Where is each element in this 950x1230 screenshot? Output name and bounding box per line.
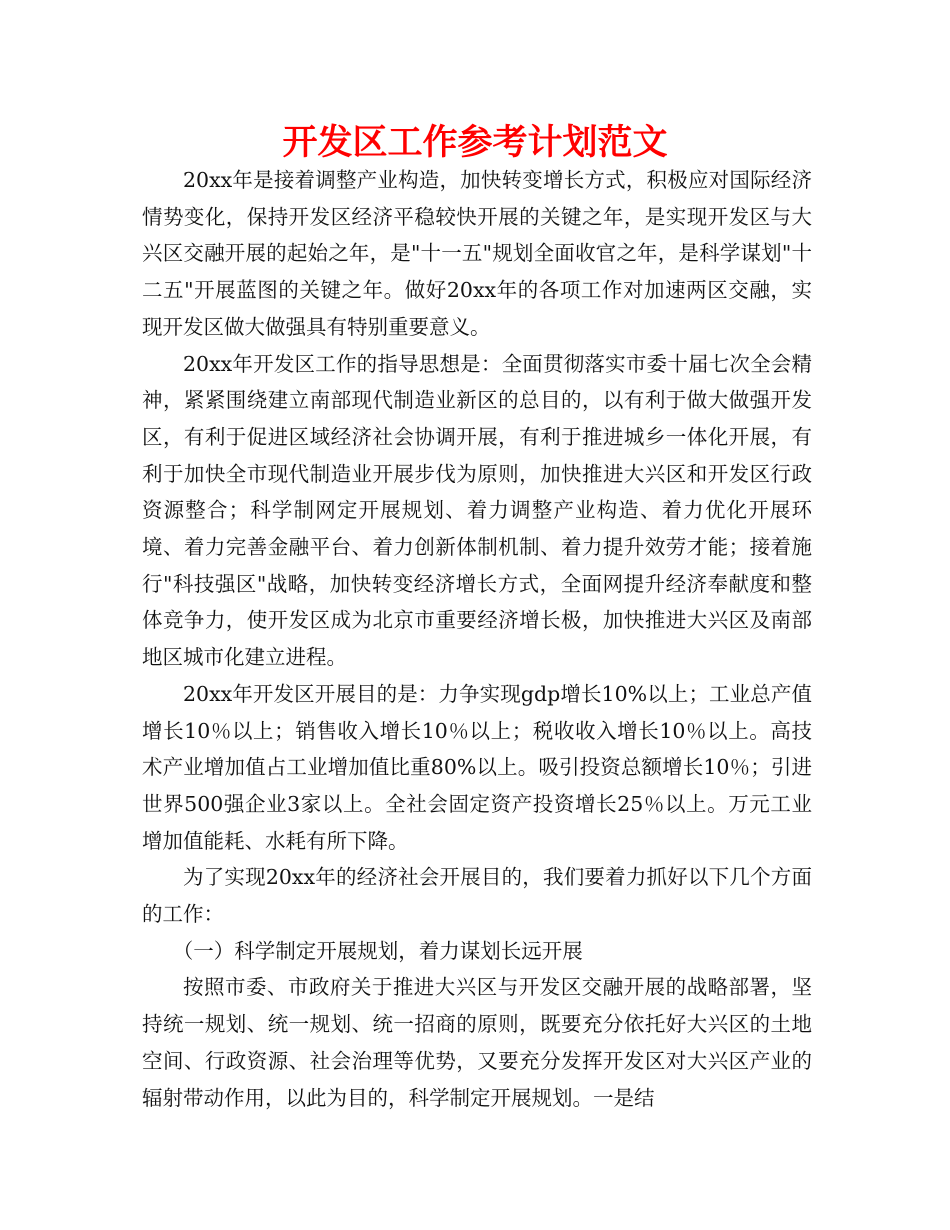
document-title: 开发区工作参考计划范文 [282,123,668,163]
paragraph-3: 20xx年开发区开展目的是：力争实现gdp增长10%以上；工业总产值增长10％以上；销售收入增长10％以上；税收收入增长10％以上。高技术产业增加值占工业增加值比重80%以上。吸引投资总额增长10％；引进世界500强企业3家以上。全社会固定资产投资增长25％以上。万元工业增加值能耗、水耗有所下降。 [142,681,812,853]
document-body [142,162,812,1116]
section-heading-1: （一）科学制定开展规划，着力谋划长远开展 [172,938,583,963]
paragraph-2: 20xx年开发区工作的指导思想是：全面贯彻落实市委十届七次全会精神，紧紧围绕建立南部现代制造业新区的总目的，以有利于做大做强开发区，有利于促进区域经济社会协调开展，有利于推进城乡一体化开展，有利于加快全市现代制造业开展步伐为原则，加快推进大兴区和开发区行政资源整合；科学制网定开展规划、着力调整产业构造、着力优化开展环境、着力完善金融平台、着力创新体制机制、着力提升效劳才能；接着施行"科技强区"战略，加快转变经济增长方式，全面网提升经济奉献度和整体竞争力，使开发区成为北京市重要经济增长极，加快推进大兴区及南部地区城市化建立进程。 [142,351,812,670]
paragraph-1: 20xx年是接着调整产业构造，加快转变增长方式，积极应对国际经济情势变化，保持开发区经济平稳较快开展的关键之年，是实现开发区与大兴区交融开展的起始之年，是"十一五"规划全面收官之年，是科学谋划"十二五"开展蓝图的关键之年。做好20xx年的各项工作对加速两区交融，实现开发区做大做强具有特别重要意义。 [142,168,812,339]
paragraph-5: 按照市委、市政府关于推进大兴区与开发区交融开展的战略部署，坚持统一规划、统一规划、统一招商的原则，既要充分依托好大兴区的土地空间、行政资源、社会治理等优势，又要充分发挥开发区对大兴区产业的辐射带动作用，以此为目的，科学制定开展规划。一是结 [142,975,812,1110]
paragraph-4: 为了实现20xx年的经济社会开展目的，我们要着力抓好以下几个方面的工作： [142,865,812,927]
